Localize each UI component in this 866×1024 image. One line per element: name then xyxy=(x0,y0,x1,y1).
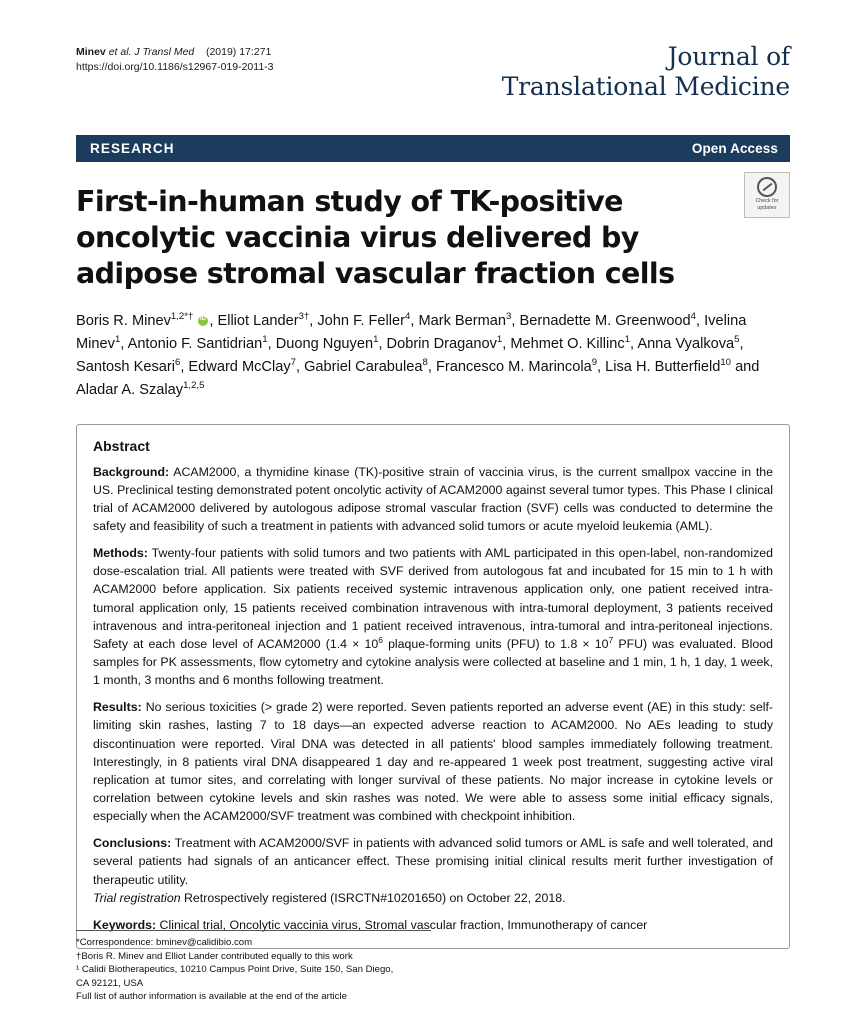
trial-registration-text: Retrospectively registered (ISRCTN#10201650) on October 22, 2018. xyxy=(180,890,566,905)
doi-link[interactable]: https://doi.org/10.1186/s12967-019-2011-3 xyxy=(76,61,274,74)
abstract-section xyxy=(93,698,773,825)
abstract-section-label: Conclusions: xyxy=(93,836,172,851)
keywords-text: Clinical trial, Oncolytic vaccinia virus, Stromal vascular fraction, Immunotherapy of cancer xyxy=(156,917,648,932)
journal-title-line1: Journal of xyxy=(667,42,790,71)
open-access-label: Open Access xyxy=(691,141,778,156)
abstract-heading: Abstract xyxy=(93,437,150,454)
article-content xyxy=(76,0,790,949)
article-type-bar xyxy=(76,135,790,162)
abstract-section xyxy=(93,544,773,689)
abstract-section-label: Background: xyxy=(93,464,170,479)
orcid-icon[interactable] xyxy=(198,316,208,326)
article-type-label: RESEARCH xyxy=(90,141,175,156)
trial-registration xyxy=(93,889,773,907)
citation-journal: et al. J Transl Med xyxy=(108,46,195,58)
abstract-box xyxy=(76,424,790,949)
author-list: Boris R. Minev$^{1,2*\dagger}$ iD , Elliot Lander$^{3\dagger}$, John F. Feller$^4$, Mark Berman$^3$, Bernadette M. Greenwood$^4$, Ivelina Minev$^1$, Antonio F. Santidrian$^1$, Duong Nguyen$^1$, Dobrin Draganov$^1$, Mehmet O. Killinc$^1$, Anna Vyalkova$^5$, Santosh Kesari$^6$, Edward McClay$^7$, Gabriel Carabulea$^8$, Francesco M. Marincola$^9$, Lisa H. Butterfield$^{10}$ and Aladar A. Szalay$^{1,2,5}$ xyxy=(76,310,782,402)
journal-title-line2: Translational Medicine xyxy=(501,71,790,101)
crossmark-icon xyxy=(757,177,777,197)
crossmark-line2: updates xyxy=(757,204,777,211)
affiliation-line-1: ¹ Calidi Biotherapeutics, 10210 Campus Point Drive, Suite 150, San Diego, xyxy=(76,964,394,976)
footnotes xyxy=(76,930,436,1004)
crossmark-line1: Check for xyxy=(755,198,779,204)
crossmark-badge[interactable] xyxy=(744,172,790,218)
full-author-info-line: Full list of author information is available at the end of the article xyxy=(76,991,347,1003)
page-header xyxy=(76,0,790,101)
equal-contribution-line: †Boris R. Minev and Elliot Lander contributed equally to this work xyxy=(76,950,353,962)
citation-year: (2019) 17:271 xyxy=(205,46,272,58)
journal-title xyxy=(502,42,790,101)
abstract-section-text: No serious toxicities (> grade 2) were reported. Seven patients reported an adverse event (AE) in this study: self-limiting skin rashes, lasting 7 to 18 days—an expected adverse reaction to ACAM2000. No AEs leading to study discontinuation were reported. Viral DNA was detected in all patients' blood samples immediately following treatment. Interestingly, in 8 patients viral DNA disappeared 1 day and re-appeared 1 week post treatment, suggesting active viral replication at tumor sites, and correlating with longer survival of these patients. No major increase in cytokine levels or correlation between cytokine levels and skin rashes was noted. We were able to assess some initial efficacy signals, especially when the ACAM2000/SVF treatment was combined with checkpoint inhibition. xyxy=(93,700,773,824)
abstract-section-label: Results: xyxy=(93,700,142,715)
abstract-section-label: Methods: xyxy=(93,546,148,561)
trial-registration-label: Trial registration xyxy=(93,890,181,905)
citation-block xyxy=(76,42,274,75)
citation-line xyxy=(76,45,274,60)
keywords-label: Keywords: xyxy=(93,917,157,932)
abstract-section xyxy=(93,834,773,888)
abstract-section-text: Twenty-four patients with solid tumors and two patients with AML participated in this open-label, non-randomized dose-escalation trial. All patients were treated with SVF derived from autologous fat and incubated for 15 min to 1 h with ACAM2000 before application. Six patients received systemic intravenous application only, one patient received intra-tumoral application only, 15 patients received combination intravenous with intra-tumoral deployment, 3 patients received intravenous and intra-peritoneal injection and 1 patient received intravenous, intra-tumoral and intra-peritoneal injections. Safety at each dose level of ACAM2000 ($1.4 \times 10^6$ plaque-forming units (PFU) to $1.8 \times 10^7$ PFU) was evaluated. Blood samples for PK assessments, flow cytometry and cytokine analysis were collected at baseline and 1 min, 1 h, 1 day, 1 week, 1 month, 3 months and 6 months following treatment. xyxy=(93,546,773,688)
citation-author: Minev xyxy=(76,46,106,58)
abstract-section xyxy=(93,463,773,536)
page-title: First-in-human study of TK-positive oncolytic vaccinia virus delivered by adipose stromal vascular fraction cells xyxy=(76,185,675,290)
affiliation-line-2: CA 92121, USA xyxy=(76,977,144,989)
abstract-section-text: ACAM2000, a thymidine kinase (TK)-positive strain of vaccinia virus, is the current smallpox vaccine in the US. Preclinical testing demonstrated potent oncolytic activity of ACAM2000 against several tumor types. This Phase I clinical trial of ACAM2000 delivered by autologous adipose stromal vascular fraction (SVF) cells was conducted to determine the safety and feasibility of such a treatment in patients with advanced solid tumors or acute myeloid leukemia (AML). xyxy=(93,464,773,534)
footnote-divider xyxy=(76,930,431,931)
correspondence-line[interactable]: *Correspondence: bminev@calidibio.com xyxy=(76,937,253,948)
abstract-section-text: Treatment with ACAM2000/SVF in patients with advanced solid tumors or AML is safe and well tolerated, and several patients had signals of an anticancer effect. These promising initial clinical results merit further investigation of therapeutic utility. xyxy=(93,836,773,887)
title-section xyxy=(76,184,790,296)
abstract-sections xyxy=(93,463,773,889)
